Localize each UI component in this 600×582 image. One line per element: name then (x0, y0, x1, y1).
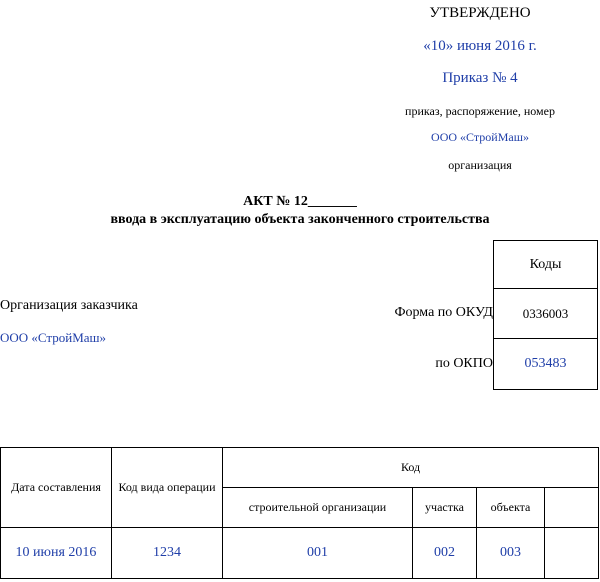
header-construction-org: строительной организации (223, 488, 413, 528)
approval-order: Приказ № 4 (442, 70, 518, 86)
okud-label: Форма по ОКУД (394, 305, 493, 320)
okud-value: 0336003 (494, 289, 597, 339)
cell-op-type: 1234 (112, 528, 223, 579)
table-row (1, 528, 599, 579)
cell-date: 10 июня 2016 (1, 528, 112, 579)
codes-box (493, 240, 598, 390)
customer-label: Организация заказчика (0, 298, 138, 313)
header-site: участка (413, 488, 477, 528)
act-details-table (0, 447, 599, 579)
cell-extra (545, 528, 599, 579)
approval-org: ООО «СтройМаш» (431, 130, 529, 144)
approval-order-caption: приказ, распоряжение, номер (405, 104, 555, 118)
cell-object: 003 (477, 528, 545, 579)
header-object: объекта (477, 488, 545, 528)
act-subtitle: ввода в эксплуатацию объекта законченного строительства (110, 212, 490, 227)
customer-name: ООО «СтройМаш» (0, 330, 107, 345)
approval-org-caption: организация (448, 158, 512, 172)
okpo-label: по ОКПО (435, 356, 493, 371)
codes-header: Коды (494, 241, 597, 289)
cell-construction-org: 001 (223, 528, 413, 579)
cell-site: 002 (413, 528, 477, 579)
header-code: Код (223, 448, 599, 488)
okpo-value: 053483 (524, 356, 567, 371)
approval-title: УТВЕРЖДЕНО (429, 5, 531, 21)
approval-date: «10» июня 2016 г. (423, 38, 537, 54)
act-title: АКТ № 12_______ (243, 194, 357, 209)
header-extra (545, 488, 599, 528)
header-date: Дата составления (1, 448, 112, 528)
header-op-type: Код вида операции (112, 448, 223, 528)
